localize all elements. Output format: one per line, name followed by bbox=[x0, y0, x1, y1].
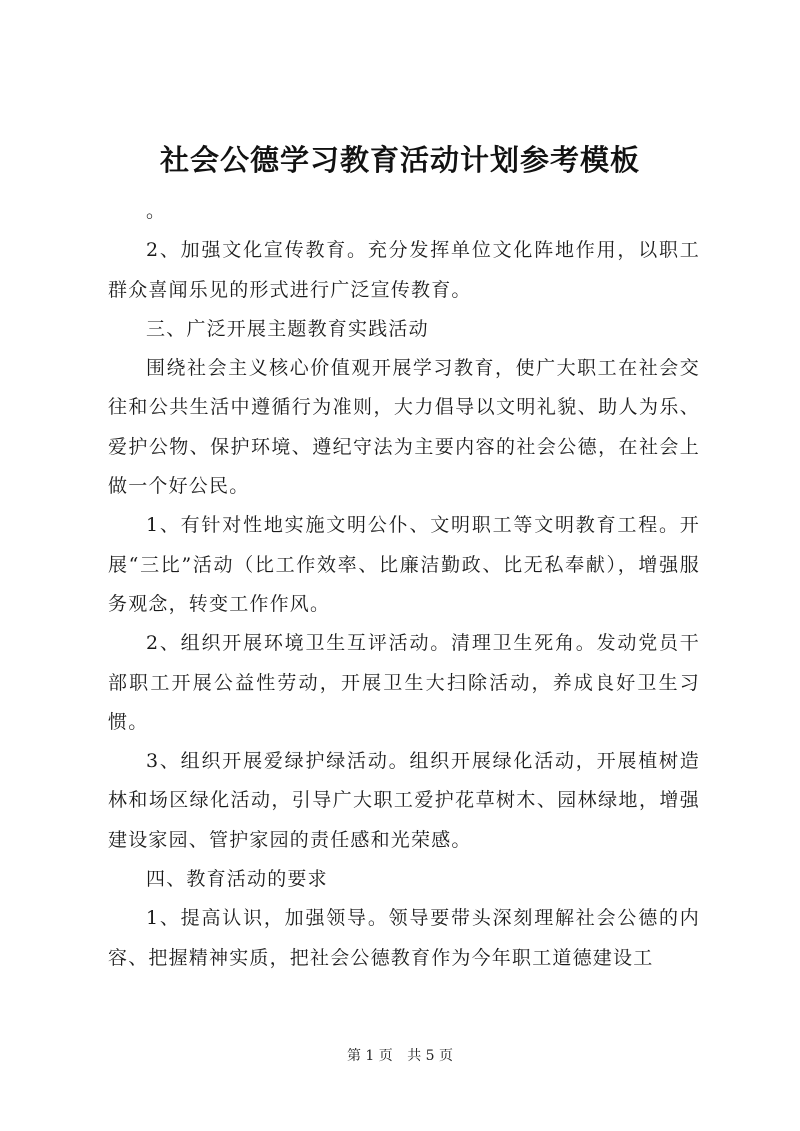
section-heading: 四、教育活动的要求 bbox=[146, 868, 328, 891]
paragraph: 1、有针对性地实施文明公仆、文明职工等文明教育工程。开展“三比”活动（比工作效率、比廉洁勤政、比无私奉献），增强服务观念，转变工作作风。 bbox=[108, 514, 700, 615]
paragraph: 2、组织开展环境卫生互评活动。清理卫生死角。发动党员干部职工开展公益性劳动，开展卫生大扫除活动，养成良好卫生习惯。 bbox=[108, 632, 700, 733]
page-footer bbox=[0, 1045, 800, 1065]
page-title: 社会公德学习教育活动计划参考模板 bbox=[159, 143, 640, 177]
paragraph: 2、加强文化宣传教育。充分发挥单位文化阵地作用，以职工群众喜闻乐见的形式进行广泛宣传教育。 bbox=[108, 239, 700, 301]
paragraph: 围绕社会主义核心价值观开展学习教育，使广大职工在社会交往和公共生活中遵循行为准则，大力倡导以文明礼貌、助人为乐、爱护公物、保护环境、遵纪守法为主要内容的社会公德，在社会上做一个好公民。 bbox=[108, 357, 700, 498]
paragraph: 1、提高认识，加强领导。领导要带头深刻理解社会公德的内容、把握精神实质，把社会公德教育作为今年职工道德建设工 bbox=[108, 907, 700, 969]
paragraph: 。 bbox=[146, 200, 167, 222]
page-total: 共 5 页 bbox=[407, 1048, 454, 1064]
section-heading: 三、广泛开展主题教育实践活动 bbox=[146, 317, 429, 340]
document-body bbox=[108, 192, 700, 978]
paragraph: 3、组织开展爱绿护绿活动。组织开展绿化活动，开展植树造林和场区绿化活动，引导广大职工爱护花草树木、园林绿地，增强建设家园、管护家园的责任感和光荣感。 bbox=[108, 750, 700, 851]
page-number: 第 1 页 bbox=[346, 1048, 393, 1064]
